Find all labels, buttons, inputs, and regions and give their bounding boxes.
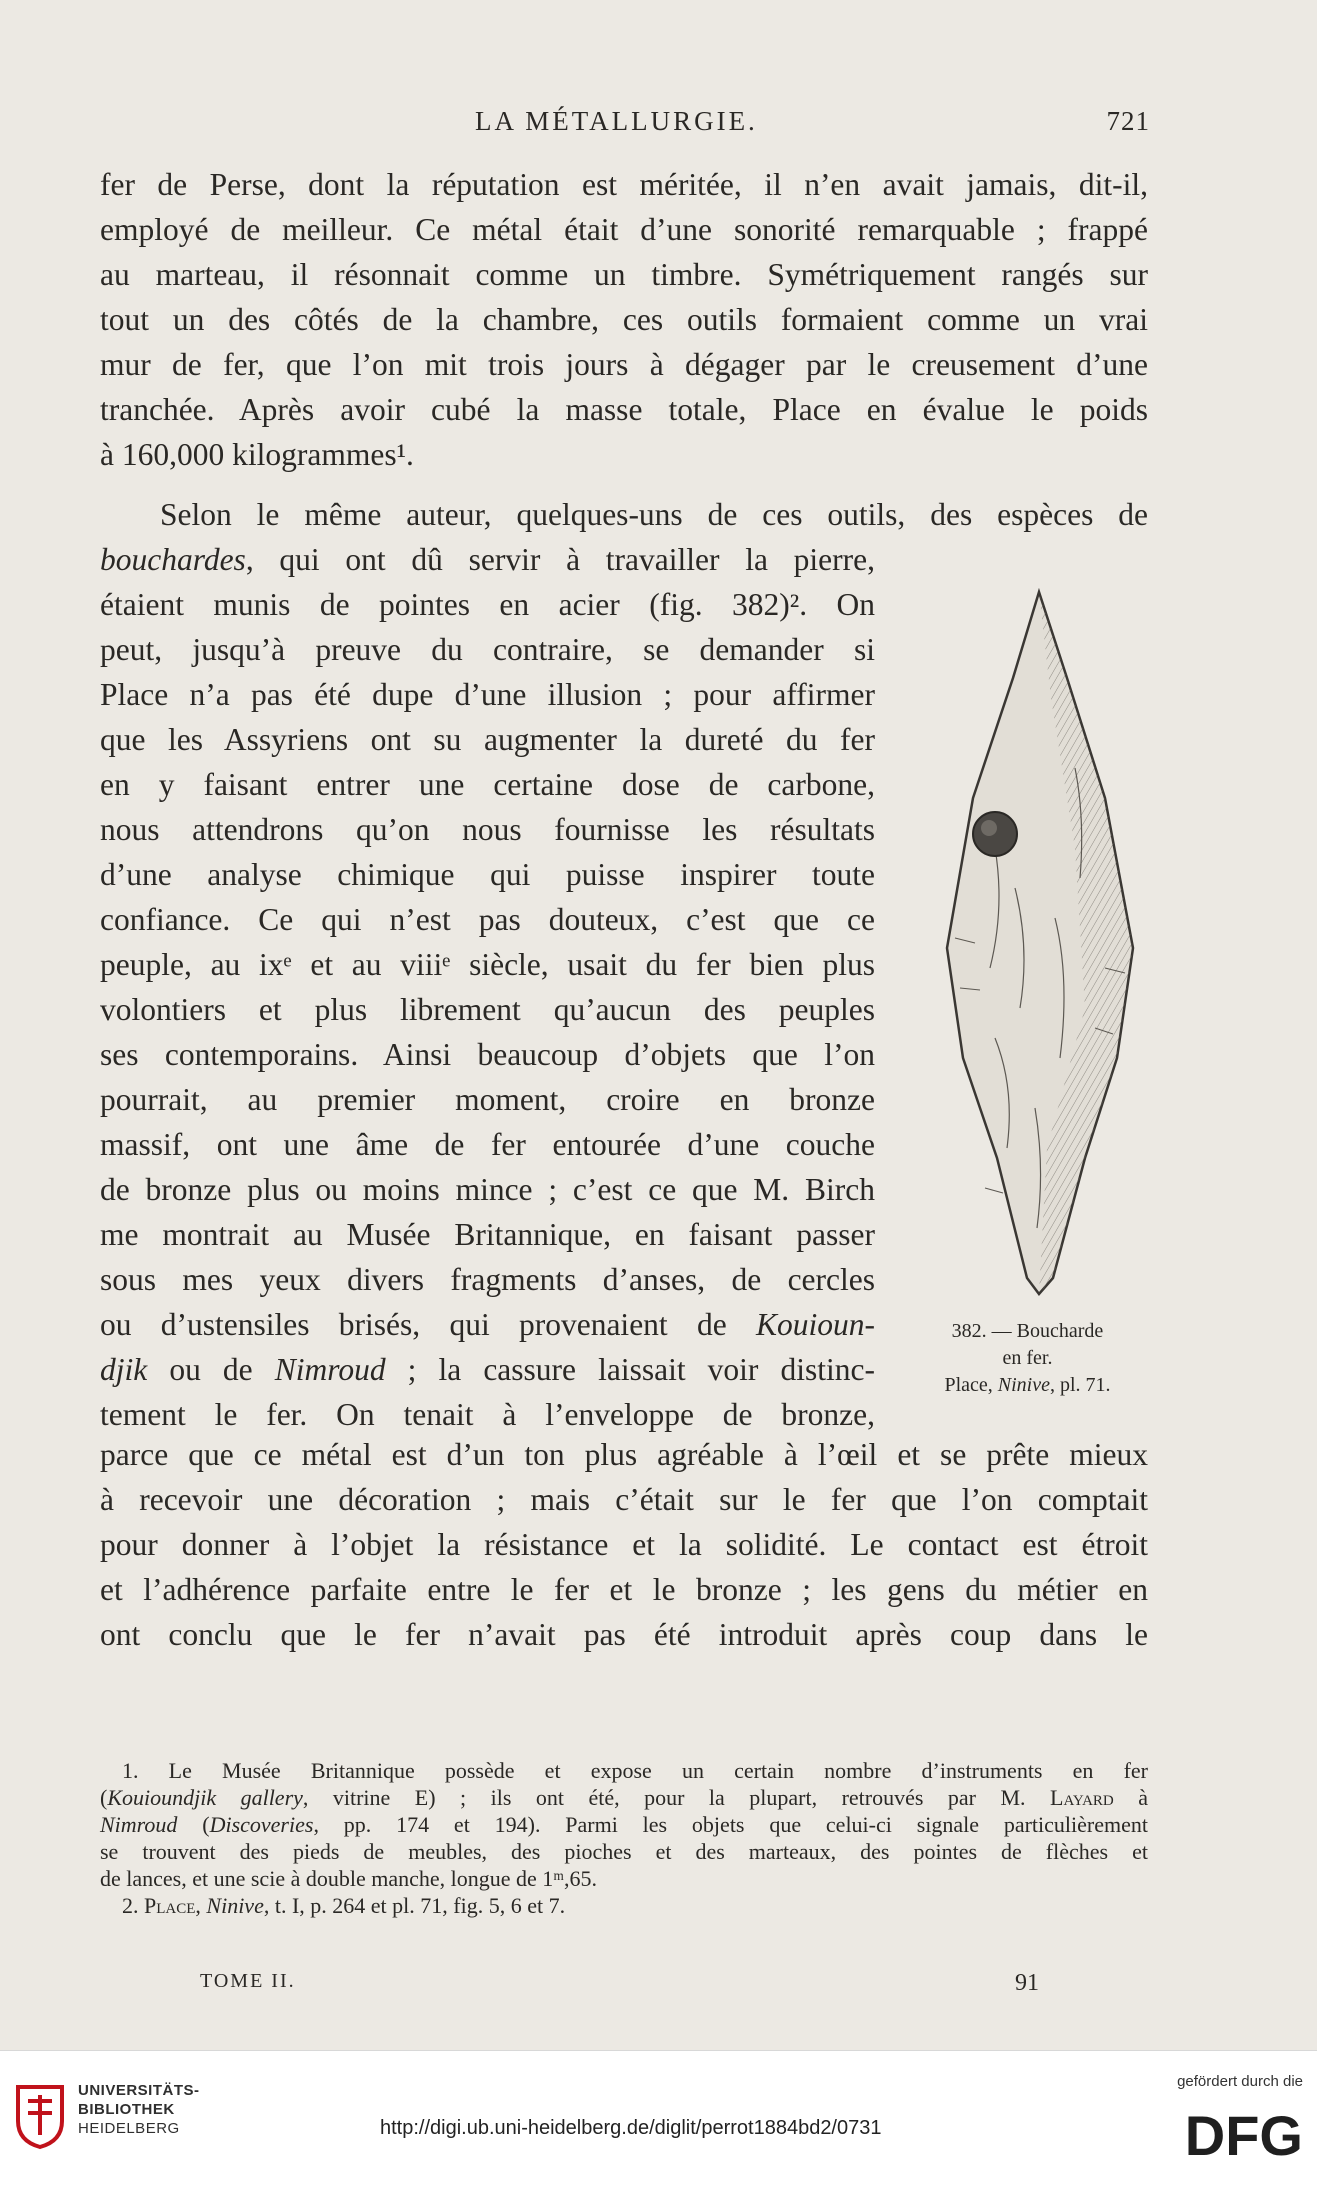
italic-term: Kouioundjik gallery [107,1785,303,1810]
text-line: mur de fer, que l’on mit trois jours à dégager par le creusement d’une [100,347,1148,382]
permalink-url[interactable]: http://digi.ub.uni-heidelberg.de/diglit/perrot1884bd2/0731 [380,2117,882,2139]
caption-line: 382. — Boucharde [951,1320,1104,1342]
figure-caption [910,1318,1145,1399]
digitization-footer [0,2050,1317,2187]
page-number: 721 [1106,106,1150,136]
dfg-logo-icon [1163,2103,1303,2163]
text-line: d’une analyse chimique qui puisse inspirer toute [100,857,875,892]
text-line: Place n’a pas été dupe d’une illusion ; pour affirmer [100,677,875,712]
text-fragment: , vitrine E) ; ils ont été, pour la plupart, retrouvés par M. [302,1785,1051,1810]
author-name: Layard [1050,1785,1114,1810]
footnote-line [100,1784,1148,1811]
text-line: nous attendrons qu’on nous fournisse les résultats [100,812,875,847]
text-line: massif, ont une âme de fer entourée d’une couche [100,1127,875,1162]
italic-place-name: Nimroud [274,1352,386,1387]
text-line: fer de Perse, dont la réputation est méritée, il n’en avait jamais, dit-il, [100,167,1148,202]
text-line: à recevoir une décoration ; mais c’était sur le fer que l’on comptait [100,1482,1148,1517]
text-line: employé de meilleur. Ce métal était d’une sonorité remarquable ; frappé [100,212,1148,247]
footnote-line [100,1811,1148,1838]
footnote-line: se trouvent des pieds de meubles, des pioches et des marteaux, des pointes de flèches et [100,1839,1148,1864]
paragraph-continued [100,162,1148,477]
library-name [78,2081,200,2138]
university-library-logo-icon [10,2081,70,2151]
text-line: sous mes yeux divers fragments d’anses, de cercles [100,1262,875,1297]
text-fragment: , pl. 71. [1049,1374,1111,1396]
text-line: parce que ce métal est d’un ton plus agréable à l’œil et se prête mieux [100,1437,1148,1472]
text-line: au marteau, il résonnait comme un timbre. Symétriquement rangés sur [100,257,1148,292]
library-name-line: BIBLIOTHEK [78,2101,175,2118]
text-line: de bronze plus ou moins mince ; c’est ce que M. Birch [100,1172,875,1207]
text-line: ont conclu que le fer n’avait pas été introduit après coup dans le [100,1617,1148,1652]
paragraph-continued-bottom [100,1432,1148,1657]
text-fragment: ; la cassure laissait voir distinc- [385,1352,875,1387]
caption-line: en fer. [1002,1347,1053,1369]
text-fragment: , [195,1893,207,1918]
text-line: peuple, au ixᵉ et au viiiᵉ siècle, usait du fer bien plus [100,947,875,982]
footnote-line [100,1892,1148,1919]
dfg-logo-text: DFG [1184,2104,1303,2163]
text-fragment: ou d’ustensiles brisés, qui provenaient de [100,1307,756,1342]
library-name-line: UNIVERSITÄTS- [78,2082,200,2099]
text-line: que les Assyriens ont su augmenter la dureté du fer [100,722,875,757]
italic-term: bouchardes [100,542,246,577]
text-line [100,537,875,582]
text-line: tout un des côtés de la chambre, ces outils formaient comme un vrai [100,302,1148,337]
italic-title: Ninive [997,1374,1050,1396]
text-line [100,1302,875,1347]
text-line: à 160,000 kilogrammes¹. [100,437,414,472]
caption-line [910,1372,1145,1399]
text-line: confiance. Ce qui n’est pas douteux, c’est que ce [100,902,875,937]
text-fragment: à [1113,1785,1149,1810]
italic-place-name: Kouioun- [755,1307,875,1342]
text-line: ses contemporains. Ainsi beaucoup d’objets que l’on [100,1037,875,1072]
italic-place-name: djik [100,1352,148,1387]
text-line [100,1347,875,1392]
boucharde-illustration [935,588,1143,1298]
italic-place-name: Nimroud [100,1812,178,1837]
footnotes [100,1757,1148,1919]
text-fragment: , t. I, p. 264 et pl. 71, fig. 5, 6 et 7. [263,1893,566,1918]
text-fragment: , qui ont dû servir à travailler la pierre, [245,542,875,577]
funded-by-label: gefördert durch die [1177,2073,1303,2090]
text-line: étaient munis de pointes en acier (fig. 382)². On [100,587,875,622]
running-title: LA MÉTALLURGIE. [475,106,758,136]
library-name-line: HEIDELBERG [78,2120,180,2137]
text-fragment: ou de [147,1352,275,1387]
text-fragment: ( [100,1785,108,1810]
italic-title: Ninive [206,1893,264,1918]
author-name: Place [144,1893,196,1918]
text-line: tranchée. Après avoir cubé la masse totale, Place en évalue le poids [100,392,1148,427]
italic-title: Discoveries [209,1812,314,1837]
text-line: volontiers et plus librement qu’aucun des peuples [100,992,875,1027]
footnote-line: de lances, et une scie à double manche, longue de 1ᵐ,65. [100,1866,598,1891]
text-line: tement le fer. On tenait à l’enveloppe de bronze, [100,1397,875,1432]
text-fragment: Place, [944,1374,998,1396]
text-fragment: 2. [122,1893,144,1918]
volume-mark: TOME II. [200,1970,296,1992]
text-line: pour donner à l’objet la résistance et la solidité. Le contact est étroit [100,1527,1148,1562]
text-line: et l’adhérence parfaite entre le fer et le bronze ; les gens du métier en [100,1572,1148,1607]
text-fragment: , pp. 174 et 194). Parmi les objets que celui-ci signale particulièrement [313,1812,1148,1837]
text-line: en y faisant entrer une certaine dose de carbone, [100,767,875,802]
signature-number: 91 [1015,1970,1039,1996]
text-line: pourrait, au premier moment, croire en bronze [100,1082,875,1117]
text-fragment: ( [177,1812,210,1837]
text-line: me montrait au Musée Britannique, en faisant passer [100,1217,875,1252]
text-line: peut, jusqu’à preuve du contraire, se demander si [100,632,875,667]
text-line: Selon le même auteur, quelques-uns de ces outils, des espèces de [160,497,1148,532]
footnote-line: 1. Le Musée Britannique possède et expose un certain nombre d’instruments en fer [122,1758,1148,1783]
